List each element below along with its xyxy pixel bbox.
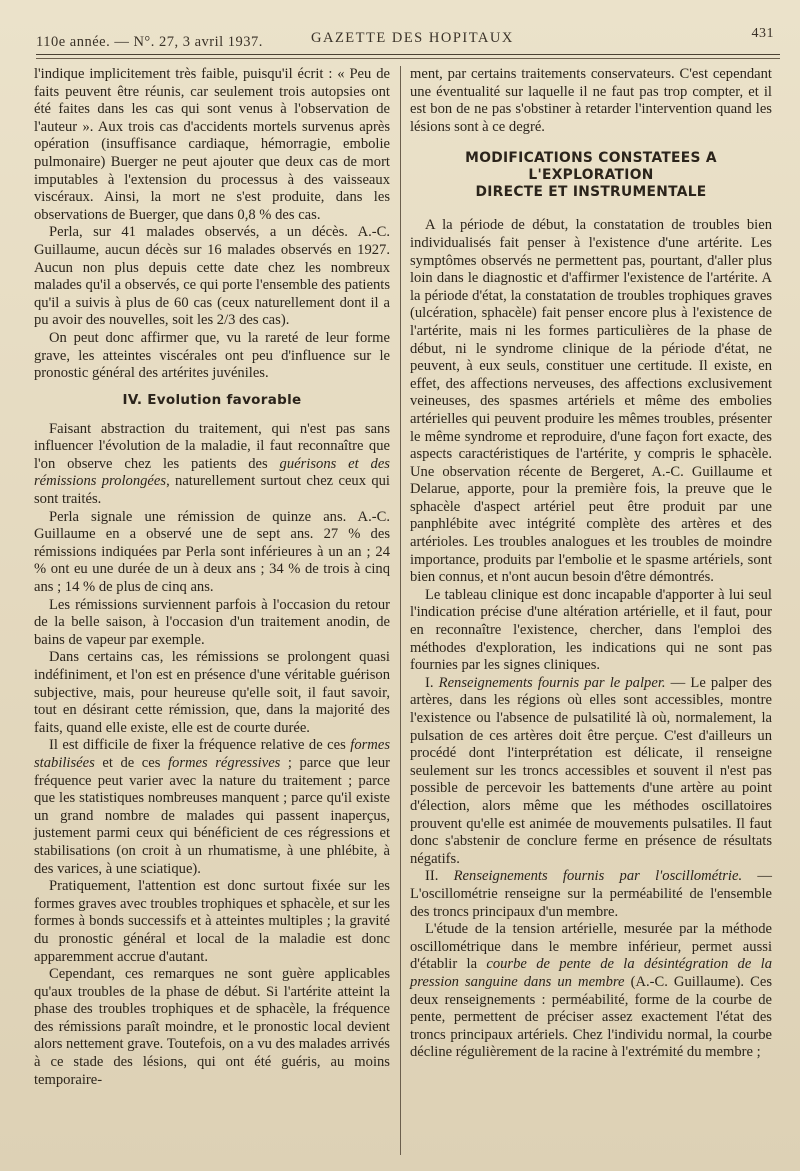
paragraph: Cependant, ces remarques ne sont guère applicables qu'aux troubles de la phase de début. Si l'artérite atteint la phase des troubles trophiques et de sphacèle, la fréquence des rémissions paraît moindre, et le pronostic local devient alors nettement grave. Toutefois, on a vu des malades arrivés à ce stade des lésions, qui ont été guéris, au moins temporaire- [34,966,390,1088]
section-heading: IV. Evolution favorable [122,391,302,408]
paragraph: Perla signale une rémission de quinze ans. A.-C. Guillaume en a observé une de sept ans. 27 % des rémissions indiquées par Perla sont inférieures à un an ; 24 % ont eu une durée de un à deux ans ; 34 % de trois à cinq ans ; 14 % de plus de cinq ans. [34,508,390,596]
section-heading: MODIFICATIONS CONSTATEES A L'EXPLORATION DIRECTE ET INSTRUMENTALE [465,150,717,201]
paragraph: Dans certains cas, les rémissions se prolongent quasi indéfiniment, et l'on est en présence d'une véritable guérison subjective, mais, pour heureuse qu'elle soit, il faut savoir, tout en désirant cette rémission, que, dans la majorité des faits, quand elle existe, elle est de courte durée. [34,649,390,736]
paragraph: Perla, sur 41 malades observés, a un décès. A.-C. Guillaume, aucun décès sur 16 malades observés en 1927. Aucun non plus depuis cette date chez les nombreux malades qu'il a observés, ce qui porte l'ensemble des patients qu'il a suivis à plus de 60 cas (ceux naturellement dont il a pu avoir des nouvelles, soit les 2/3 des cas). [34,224,390,329]
paragraph: l'indique implicitement très faible, puisqu'il écrit : « Peu de faits peuvent être réunis, car seulement trois autopsies ont été faites dans les cas qui sont venus à l'observation de l'auteur ». Aux trois cas d'accidents mortels survenus après opération (insuffisance cardiaque, hémorragie, embolie pulmonaire) Buerger ne peut ajouter que deux cas de mort imputables à l'extension du processus à des vaisseaux viscéraux. Ainsi, la mort ne s'est produite, dans les observations de Buerger, que dans 0,8 % des cas. [34,66,390,223]
paragraph: II. Renseignements fournis par l'oscillométrie. — L'oscillométrie renseigne sur la perméabilité de l'ensemble des troncs principaux d'un membre. [410,868,772,920]
column-divider [400,66,401,1155]
right-column [410,66,772,1159]
paragraph: Faisant abstraction du traitement, qui n'est pas sans influencer l'évolution de la maladie, il faut reconnaître que l'on observe chez les patients des guérisons et des rémissions prolongées, naturellement surtout chez ceux qui sont traités. [34,420,390,508]
paragraph: ment, par certains traitements conservateurs. C'est cependant une éventualité sur laquelle il ne faut pas trop compter, et il est bon de ne pas s'obstiner à retarder l'intervention quand les lésions sont à ce degré. [410,66,772,135]
page-number: 431 [751,26,774,41]
issue-info: 110e année. — N°. 27, 3 avril 1937. [36,34,263,50]
paragraph: Les rémissions surviennent parfois à l'occasion du retour de la belle saison, à l'occasion d'un traitement anodin, de bains de vapeur par exemple. [34,596,390,648]
paragraph: Le tableau clinique est donc incapable d'apporter à lui seul l'indication précise d'une altération artérielle, et il faut, pour en reconnaître l'existence, chercher, dans l'emploi des méthodes d'exploration, les indications qui ne sont pas fournies par les signes cliniques. [410,586,772,674]
page-header [36,26,780,52]
journal-title: GAZETTE DES HOPITAUX [311,30,514,46]
header-rule-thin [36,58,780,59]
paragraph: I. Renseignements fournis par le palper. — Le palper des artères, dans les régions où elles sont accessibles, montre l'existence ou l'absence de pulsatilité là où, normalement, la pulsation de ces artères doit être perçue. C'est d'ailleurs un procédé dont l'interprétation est délicate, il renseigne seulement sur les troncs accessibles et souvent il n'est pas possible de percevoir les battements d'une artère au point d'élection, alors même que les méthodes oscillatoires prouvent qu'elle est animée de mouvements pulsatiles. Il faut donc s'abstenir de conclure ferme en présence de résultats négatifs. [410,674,772,867]
paragraph: Pratiquement, l'attention est donc surtout fixée sur les formes graves avec troubles trophiques et sphacèle, et sur les formes à bonds successifs et à atteintes multiples ; la gravité du pronostic général et local de la maladie est donc apparemment accrue d'autant. [34,878,390,965]
header-rule [36,54,780,55]
paragraph: Il est difficile de fixer la fréquence relative de ces formes stabilisées et de ces formes régressives ; parce que leur fréquence peut varier avec la nature du traitement ; parce que les statistiques nombreuses manquent ; parce qu'il existe un grand nombre de malades qui passent inaperçus, justement parmi ceux qui bénéficient de ces régressions et stabilisations (on croit à un rhumatisme, à une phlébite, à des varices, à une sciatique). [34,737,390,877]
paragraph: A la période de début, la constatation de troubles bien individualisés fait penser à l'existence d'une artérite. Les symptômes observés ne permettent pas, pourtant, d'aller plus loin dans le diagnostic et d'affirmer l'existence de l'artérite. A la période d'état, la constatation de troubles trophiques graves (ulcération, sphacèle) fait penser encore plus à l'existence de l'artérite, mais ni les formes particulières de la phase de début, ni le syndrome clinique de la période d'état, ne peuvent, à eux seuls, constituer une certitude. Il existe, en effet, des affections nerveuses, des affections exclusivement veineuses, des spasmes artériels et même des embolies artérielles qui peuvent produire les mêmes troubles, présenter le même syndrome et reproduire, d'une façon fort exacte, des aspects caractéristiques de l'artérite, y compris le sphacèle. Une observation récente de Bergeret, A.-C. Guillaume et Delarue, apporte, pour la première fois, la preuve que le sphacèle d'aspect artériel peut être produit par une panphlébite avec intégrité complète des artères et des artérioles. Les troubles analogues et les troubles de moindre importance, produits par l'embolie et le spasme artériels, sont bien connus, et n'ont aucun besoin d'être démontrés. [410,217,772,586]
paragraph: On peut donc affirmer que, vu la rareté de leur forme grave, les atteintes viscérales ont peu d'influence sur le pronostic général des artérites juvéniles. [34,329,390,382]
left-column [34,66,390,1159]
paragraph: L'étude de la tension artérielle, mesurée par la méthode oscillométrique dans le membre inférieur, permet aussi d'établir la courbe de pente de la désintégration de la pression sanguine dans un membre (A.-C. Guillaume). Ces deux renseignements : perméabilité, forme de la courbe de pente, permettent de préciser assez exactement l'état des troncs principaux artériels. Chez l'individu normal, la courbe décline régulièrement de la racine à l'extrémité du membre ; [410,921,772,1061]
